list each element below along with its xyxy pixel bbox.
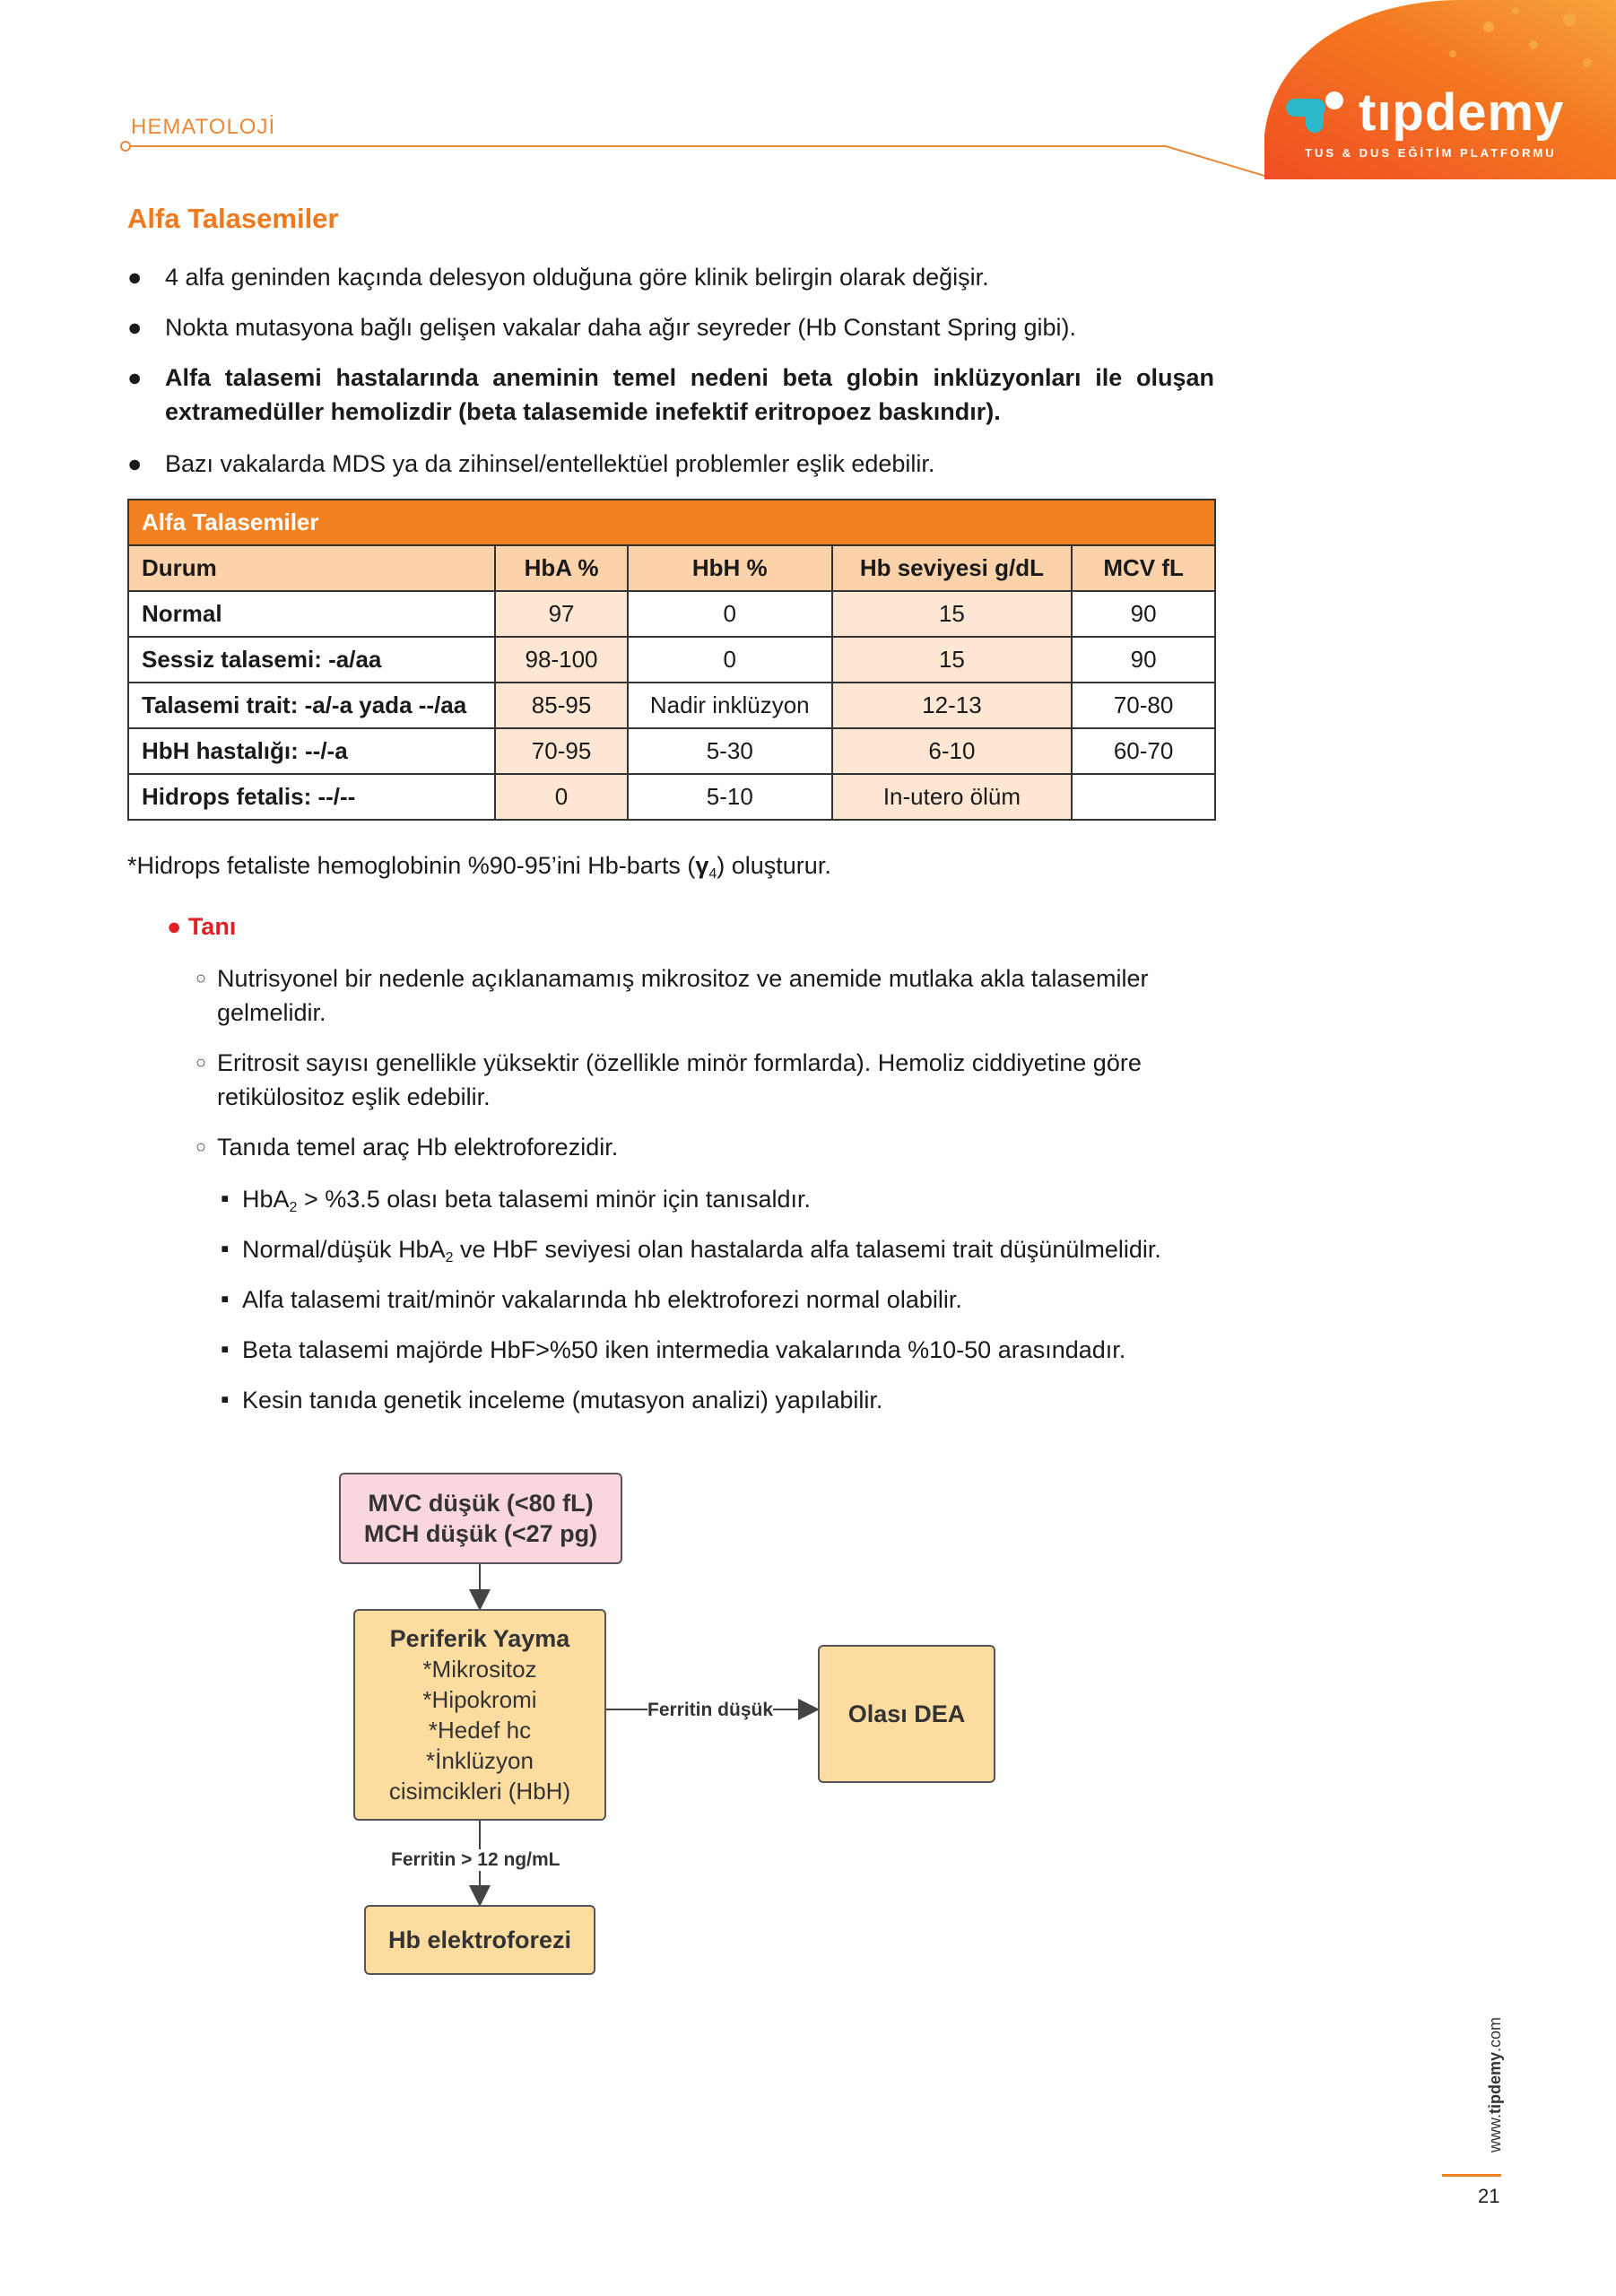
flow-box-line: *İnklüzyon: [426, 1747, 534, 1774]
red-dot-icon: ●: [167, 913, 188, 940]
table-cell: 60-70: [1072, 728, 1215, 774]
flow-box-line: Olası DEA: [847, 1700, 966, 1727]
bullet-dot-icon: ●: [127, 264, 143, 291]
flow-box-line: *Hedef hc: [428, 1717, 532, 1744]
list-item-text: Kesin tanıda genetik inceleme (mutasyon analizi) yapılabilir.: [242, 1387, 883, 1413]
list-item-text: Nutrisyonel bir nedenle açıklanamamış mikrositoz ve anemide mutlaka akla talasemiler gelmelidir.: [217, 965, 1149, 1026]
table-cell: 70-80: [1072, 683, 1215, 728]
rest-text: > %3.5 olası beta talasemi minör için tanısaldır.: [297, 1186, 811, 1213]
circle-bullet-icon: ○: [195, 1053, 207, 1073]
flow-box-line: Hb elektroforezi: [387, 1926, 572, 1953]
subscript: 2: [289, 1200, 298, 1215]
column-header: Durum: [128, 545, 495, 591]
table-cell: 85-95: [495, 683, 628, 728]
table-cell: In-utero ölüm: [832, 774, 1073, 820]
square-bullet-icon: ▪: [221, 1386, 230, 1413]
table-cell: 5-30: [628, 728, 832, 774]
table-cell: Hidrops fetalis: --/--: [128, 774, 495, 820]
url-part: .com: [1486, 2016, 1504, 2052]
table-cell: Sessiz talasemi: -a/aa: [128, 637, 495, 683]
flow-box-line: cisimcikleri (HbH): [388, 1778, 571, 1805]
bullet-dot-icon: ●: [127, 450, 143, 477]
page-number: 21: [1478, 2185, 1500, 2207]
table-caption: Alfa Talasemiler: [128, 500, 1215, 545]
square-bullet-icon: ▪: [221, 1185, 230, 1212]
square-bullet-icon: ▪: [221, 1235, 230, 1262]
side-url: [1486, 2017, 1505, 2152]
flow-box-periferik: [353, 1609, 606, 1821]
table-cell: 0: [628, 591, 832, 637]
bullet-text: Nokta mutasyona bağlı gelişen vakalar daha ağır seyreder (Hb Constant Spring gibi).: [165, 314, 1077, 341]
square-bullet-icon: ▪: [221, 1285, 230, 1312]
flow-label-ferritin-12: Ferritin > 12 ng/mL: [391, 1849, 560, 1870]
list-item-text: Eritrosit sayısı genellikle yüksektir (özellikle minör formlarda). Hemoliz ciddiyetine göre retikülositoz eşlik edebilir.: [217, 1049, 1142, 1110]
list-item-text: Alfa talasemi trait/minör vakalarında hb elektroforezi normal olabilir.: [242, 1286, 962, 1313]
table-cell: 98-100: [495, 637, 628, 683]
page-title: Alfa Talasemiler: [127, 203, 339, 234]
circle-bullet-icon: ○: [195, 969, 207, 988]
table-cell: 15: [832, 637, 1073, 683]
table-cell: 0: [628, 637, 832, 683]
bullet-text: Bazı vakalarda MDS ya da zihinsel/entellektüel problemler eşlik edebilir.: [165, 450, 935, 477]
table-cell: 15: [832, 591, 1073, 637]
logo-tagline: TUS & DUS EĞİTİM PLATFORMU: [1305, 146, 1557, 160]
flow-box-title: Periferik Yayma: [389, 1625, 570, 1652]
bullet-text: 4 alfa geninden kaçında delesyon olduğuna göre klinik belirgin olarak değişir.: [165, 264, 989, 291]
table-cell: 5-10: [628, 774, 832, 820]
flow-box-line: *Mikrositoz: [422, 1656, 537, 1683]
list-item-text: Beta talasemi majörde HbF>%50 iken intermedia vakalarında %10-50 arasındadır.: [242, 1336, 1126, 1363]
flow-box-line: *Hipokromi: [422, 1686, 537, 1713]
tani-heading-text: Tanı: [187, 913, 237, 940]
subscript: 2: [445, 1250, 454, 1265]
hba-text: HbA: [242, 1186, 290, 1213]
list-item-text: Tanıda temel araç Hb elektroforezidir.: [217, 1134, 619, 1161]
page-number-rule: [1442, 2174, 1501, 2177]
table-cell: Talasemi trait: -a/-a yada --/aa: [128, 683, 495, 728]
url-part: www.: [1486, 2113, 1504, 2152]
table-cell: 12-13: [832, 683, 1073, 728]
column-header: MCV fL: [1072, 545, 1215, 591]
section-label: HEMATOLOJİ: [131, 115, 276, 139]
gamma-symbol: γ: [695, 852, 709, 879]
table-cell: 0: [495, 774, 628, 820]
bullet-dot-icon: ●: [127, 314, 143, 341]
flow-box-line: MVC düşük (<80 fL): [368, 1490, 594, 1517]
column-header: HbA %: [495, 545, 628, 591]
table-cell: 97: [495, 591, 628, 637]
table-cell: Nadir inklüzyon: [628, 683, 832, 728]
flow-label-ferritin-low: Ferritin düşük: [647, 1700, 774, 1720]
bullet-text: Alfa talasemi hastalarında aneminin temel nedeni beta globin inklüzyonları ile oluşan extramedüller hemolizdir (beta talasemide inefektif eritropoez baskındır).: [165, 364, 1214, 425]
bullet-dot-icon: ●: [127, 364, 143, 391]
square-bullet-icon: ▪: [221, 1335, 230, 1362]
hba-text: Normal/düşük HbA: [242, 1236, 446, 1263]
table-cell: 70-95: [495, 728, 628, 774]
flow-box-dea: [818, 1645, 995, 1783]
logo-wordmark: tıpdemy: [1359, 83, 1565, 142]
url-part: tipdemy: [1486, 2051, 1504, 2114]
footnote-text: ) oluşturur.: [717, 852, 831, 879]
column-header: HbH %: [628, 545, 832, 591]
table-cell: 6-10: [832, 728, 1073, 774]
table-cell: Normal: [128, 591, 495, 637]
flow-box-hb-electrophoresis: [364, 1905, 595, 1975]
footnote-text: *Hidrops fetaliste hemoglobinin %90-95’ini Hb-barts (: [127, 852, 696, 879]
table-cell: 90: [1072, 591, 1215, 637]
column-header: Hb seviyesi g/dL: [832, 545, 1073, 591]
table-cell: HbH hastalığı: --/-a: [128, 728, 495, 774]
rest-text: ve HbF seviyesi olan hastalarda alfa talasemi trait düşünülmelidir.: [453, 1236, 1161, 1263]
flow-box-line: MCH düşük (<27 pg): [363, 1520, 598, 1547]
circle-bullet-icon: ○: [195, 1137, 207, 1157]
table-cell: 90: [1072, 637, 1215, 683]
flow-box-mvc: [339, 1473, 622, 1564]
footnote-subscript: 4: [708, 866, 717, 882]
